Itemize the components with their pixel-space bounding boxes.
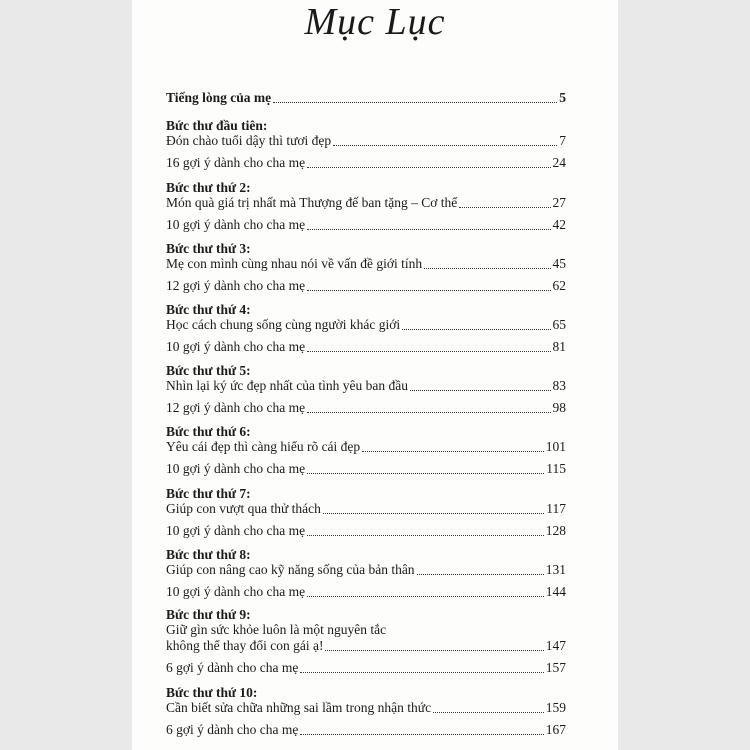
dot-leader <box>417 573 544 575</box>
dot-leader <box>362 450 544 452</box>
dot-leader <box>307 289 550 291</box>
toc-entry-label: 12 gợi ý dành cho cha mẹ <box>166 278 306 293</box>
letter-heading: Bức thư thứ 5: <box>166 363 251 378</box>
dot-leader <box>307 411 550 413</box>
toc-page-number: 98 <box>552 400 566 415</box>
toc-entry-tips <box>166 155 566 171</box>
toc-entry-label: 10 gợi ý dành cho cha mẹ <box>166 339 306 354</box>
toc-entry-label: 10 gợi ý dành cho cha mẹ <box>166 217 306 232</box>
toc-entry-label: Giúp con vượt qua thử thách <box>166 501 321 516</box>
toc-page-number: 24 <box>552 155 566 170</box>
toc-entry-tips <box>166 461 566 477</box>
dot-leader <box>300 671 543 673</box>
toc-title: Mục Lục <box>304 1 446 43</box>
toc-entry-tips <box>166 217 566 233</box>
toc-page-number: 5 <box>559 90 566 105</box>
letter-heading: Bức thư thứ 10: <box>166 685 258 700</box>
dot-leader <box>273 101 557 103</box>
toc-page-number: 27 <box>552 195 566 210</box>
toc-entry-label: Mẹ con mình cùng nhau nói về vấn đề giới tính <box>166 256 423 271</box>
toc-entry-letter <box>166 317 566 333</box>
toc-entry-label: 10 gợi ý dành cho cha mẹ <box>166 523 306 538</box>
toc-entry-letter <box>166 562 566 578</box>
dot-leader <box>307 595 544 597</box>
toc-entry-letter <box>166 638 566 654</box>
toc-entry-label: 12 gợi ý dành cho cha mẹ <box>166 400 306 415</box>
toc-entry-label: Món quà giá trị nhất mà Thượng đế ban tặng – Cơ thể <box>166 195 458 210</box>
letter-heading: Bức thư thứ 8: <box>166 547 251 562</box>
dot-leader <box>307 472 544 474</box>
toc-page-number: 147 <box>545 638 566 653</box>
toc-entry-label: 6 gợi ý dành cho cha mẹ <box>166 722 299 737</box>
dot-leader <box>325 649 543 651</box>
toc-entry-label: 10 gợi ý dành cho cha mẹ <box>166 461 306 476</box>
dot-leader <box>424 267 550 269</box>
dot-leader <box>333 144 557 146</box>
toc-entry-label: Yêu cái đẹp thì càng hiểu rõ cái đẹp <box>166 439 361 454</box>
toc-entry-tips <box>166 278 566 294</box>
toc-entry-label: 16 gợi ý dành cho cha mẹ <box>166 155 306 170</box>
toc-entry-tips <box>166 400 566 416</box>
toc-page-number: 167 <box>545 722 566 737</box>
dot-leader <box>307 166 550 168</box>
dot-leader <box>307 228 550 230</box>
toc-entry-letter <box>166 378 566 394</box>
toc-entry-label: Giúp con nâng cao kỹ năng sống của bản thân <box>166 562 415 577</box>
toc-page-number: 115 <box>546 461 566 476</box>
dot-leader <box>433 711 544 713</box>
letter-heading: Bức thư thứ 4: <box>166 302 251 317</box>
letter-heading: Bức thư thứ 9: <box>166 607 251 622</box>
toc-entry-letter <box>166 256 566 272</box>
toc-page-number: 131 <box>545 562 566 577</box>
toc-page-number: 7 <box>559 133 566 148</box>
toc-entry-letter <box>166 133 566 149</box>
toc-page-number: 62 <box>552 278 566 293</box>
toc-page-number: 159 <box>545 700 566 715</box>
toc-entry-letter <box>166 501 566 517</box>
toc-entry-letter <box>166 439 566 455</box>
dot-leader <box>300 733 543 735</box>
toc-page-number: 101 <box>545 439 566 454</box>
toc-page-number: 42 <box>552 217 566 232</box>
dot-leader <box>410 389 551 391</box>
toc-page-number: 83 <box>552 378 566 393</box>
toc-entry-letter <box>166 700 566 716</box>
toc-page-number: 65 <box>552 317 566 332</box>
toc-page-number: 128 <box>545 523 566 538</box>
toc-entry-label: Tiếng lòng của mẹ <box>166 90 272 105</box>
book-page <box>132 0 618 750</box>
letter-heading: Bức thư thứ 6: <box>166 424 251 439</box>
toc-entry-tips <box>166 584 566 600</box>
letter-heading: Bức thư thứ 7: <box>166 486 251 501</box>
toc-entry-tips <box>166 722 566 738</box>
toc-entry-tips <box>166 339 566 355</box>
toc-page-number: 157 <box>545 660 566 675</box>
toc-entry-label: Đón chào tuổi dậy thì tươi đẹp <box>166 133 332 148</box>
toc-entry-tips <box>166 660 566 676</box>
toc-entry-intro <box>166 90 566 106</box>
toc-page-number: 81 <box>552 339 566 354</box>
toc-entry-label: không thể thay đổi con gái ạ! <box>166 638 324 653</box>
letter-heading: Bức thư thứ 2: <box>166 180 251 195</box>
toc-entry-tips <box>166 523 566 539</box>
toc-entry-label: 6 gợi ý dành cho cha mẹ <box>166 660 299 675</box>
dot-leader <box>307 534 544 536</box>
toc-entry-label: Cần biết sửa chữa những sai lầm trong nhận thức <box>166 700 432 715</box>
toc-page-number: 144 <box>545 584 566 599</box>
toc-entry-letter <box>166 195 566 211</box>
dot-leader <box>323 512 544 514</box>
letter-title-line: Giữ gìn sức khỏe luôn là một nguyên tắc <box>166 622 387 637</box>
dot-leader <box>307 350 550 352</box>
toc-entry-label: Nhìn lại ký ức đẹp nhất của tình yêu ban đầu <box>166 378 408 393</box>
letter-heading: Bức thư đầu tiên: <box>166 118 268 133</box>
toc-page-number: 45 <box>552 256 566 271</box>
letter-heading: Bức thư thứ 3: <box>166 241 251 256</box>
dot-leader <box>459 206 550 208</box>
toc-entry-label: Học cách chung sống cùng người khác giới <box>166 317 401 332</box>
toc-page-number: 117 <box>546 501 566 516</box>
dot-leader <box>402 328 550 330</box>
toc-entry-label: 10 gợi ý dành cho cha mẹ <box>166 584 306 599</box>
